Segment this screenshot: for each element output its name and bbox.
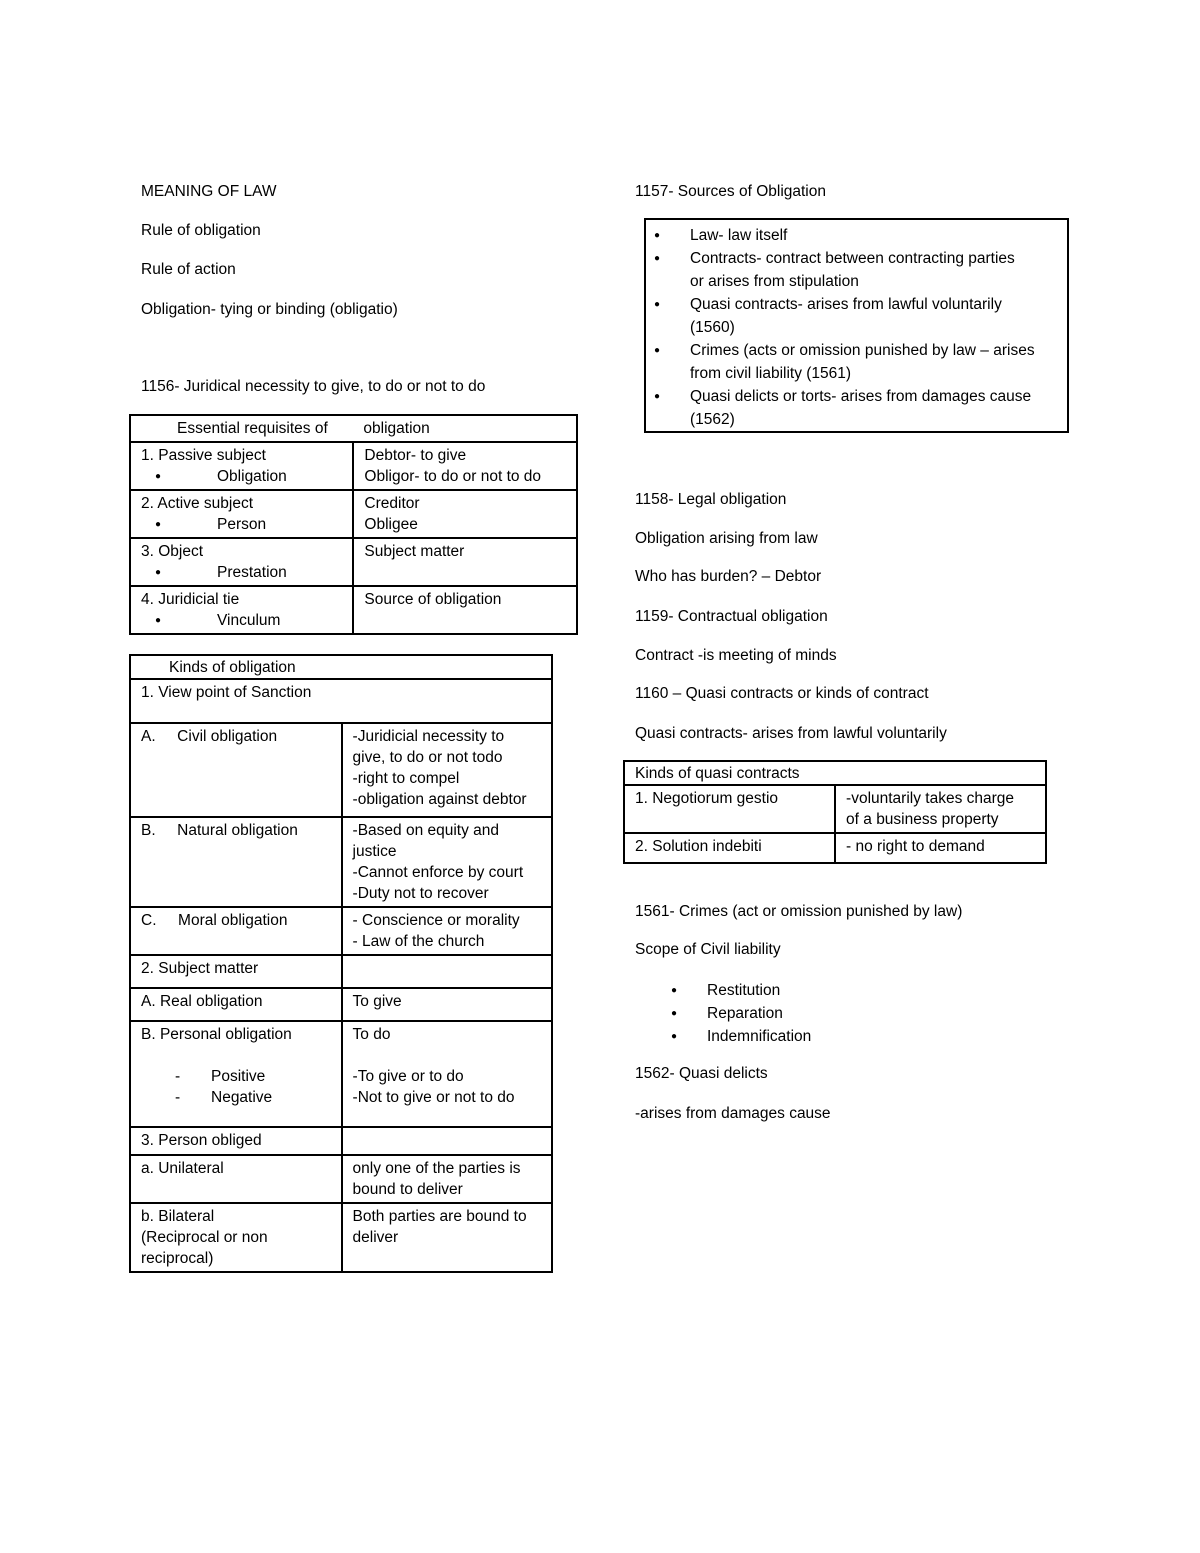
requisite-desc: [353, 538, 577, 586]
requisite-bullet: Vinculum: [217, 612, 281, 629]
kinds-title: Kinds of obligation: [130, 655, 552, 679]
table-row: [130, 1203, 552, 1272]
desc-line: of a business property: [846, 811, 999, 828]
kinds-section-subject: 2. Subject matter: [130, 955, 342, 988]
real-desc: To give: [342, 988, 552, 1021]
empty-cell: [342, 955, 552, 988]
desc-line: -voluntarily takes charge: [846, 790, 1015, 807]
quasi-table: [623, 760, 1047, 864]
text-1159a: Contract -is meeting of minds: [635, 647, 837, 664]
list-item-line: or arises from stipulation: [690, 273, 859, 290]
list-item: [646, 247, 1057, 293]
civil-label: A. Civil obligation: [130, 723, 342, 817]
text-1158b: Who has burden? – Debtor: [635, 568, 822, 585]
text-1160a: Quasi contracts- arises from lawful voluntarily: [635, 725, 947, 742]
text-1156: 1156- Juridical necessity to give, to do or not to do: [141, 378, 486, 395]
desc-line: -Cannot enforce by court: [352, 864, 524, 881]
requisite-desc-line: Creditor: [364, 495, 420, 512]
table-row: [624, 833, 1046, 863]
desc-line: - Conscience or morality: [352, 912, 520, 929]
table-row: [130, 1155, 552, 1203]
list-item: ● Indemnification: [635, 1025, 811, 1048]
quasi-row2-desc: - no right to demand: [835, 833, 1046, 863]
desc-line: -right to compel: [352, 770, 460, 787]
desc-line: (Reciprocal or non: [141, 1229, 268, 1246]
requisite-desc-line: Debtor- to give: [364, 447, 467, 464]
requisites-head-right: obligation: [353, 415, 577, 442]
table-row: [130, 723, 552, 817]
unilateral-desc: [342, 1155, 552, 1203]
sources-list: [646, 224, 1057, 431]
real-label: A. Real obligation: [130, 988, 342, 1021]
empty-cell: [342, 1127, 552, 1155]
table-row: [130, 817, 552, 907]
list-item-line: ● Crimes (acts or omission punished by law – arises: [690, 342, 1035, 359]
text-scope: Scope of Civil liability: [635, 941, 781, 958]
desc-line: justice: [352, 843, 397, 860]
requisite-bullet: Person: [217, 516, 267, 533]
quasi-row2-label: 2. Solution indebiti: [624, 833, 835, 863]
requisite-label: 3. Object: [141, 543, 204, 560]
negative-label: Negative: [211, 1089, 273, 1106]
table-row: [130, 1127, 552, 1155]
list-item: ● Restitution: [635, 979, 811, 1002]
quasi-title: Kinds of quasi contracts: [624, 761, 1046, 785]
desc-line: only one of the parties is: [352, 1160, 521, 1177]
table-row: [624, 761, 1046, 785]
desc-line: -To give or to do: [352, 1068, 464, 1085]
requisite-desc: [353, 442, 577, 490]
table-row: [130, 679, 552, 723]
heading-1157: 1157- Sources of Obligation: [635, 183, 826, 200]
desc-line: - Law of the church: [352, 933, 485, 950]
requisites-table: [129, 414, 578, 635]
table-row: [130, 655, 552, 679]
requisite-desc: [353, 586, 577, 634]
text-1562: 1562- Quasi delicts: [635, 1065, 768, 1082]
requisite-desc-line: Obligor- to do or not to do: [364, 468, 542, 485]
table-row: [130, 955, 552, 988]
list-item-line: ● Quasi contracts- arises from lawful voluntarily: [690, 296, 1002, 313]
requisites-head-left: Essential requisites of: [130, 415, 353, 442]
kinds-section-sanction: 1. View point of Sanction: [130, 679, 552, 723]
requisite-cell: [130, 490, 353, 538]
natural-label: B. Natural obligation: [130, 817, 342, 907]
natural-desc: [342, 817, 552, 907]
table-row: [130, 1021, 552, 1127]
requisite-bullet: Prestation: [217, 564, 287, 581]
list-item: [646, 385, 1057, 431]
desc-line: reciprocal): [141, 1250, 214, 1267]
text-obligation-definition: Obligation- tying or binding (obligatio): [141, 301, 398, 318]
requisite-label: 2. Active subject: [141, 495, 254, 512]
text-1160: 1160 – Quasi contracts or kinds of contract: [635, 685, 929, 702]
requisite-cell: [130, 442, 353, 490]
personal-desc: [342, 1021, 552, 1127]
text-1158: 1158- Legal obligation: [635, 491, 787, 508]
moral-label: C. Moral obligation: [130, 907, 342, 955]
desc-line: -obligation against debtor: [352, 791, 527, 808]
desc-line: bound to deliver: [352, 1181, 463, 1198]
requisite-cell: [130, 586, 353, 634]
table-row: [130, 586, 577, 634]
list-item-line: (1560): [690, 319, 735, 336]
list-item: ● Reparation: [635, 1002, 811, 1025]
requisite-desc-line: Source of obligation: [364, 591, 502, 608]
moral-desc: [342, 907, 552, 955]
bilateral-label: [130, 1203, 342, 1272]
list-item: [646, 224, 1057, 247]
quasi-row1-label: 1. Negotiorum gestio: [624, 785, 835, 833]
desc-line: -Based on equity and: [352, 822, 500, 839]
table-row: [130, 907, 552, 955]
desc-line: Both parties are bound to: [352, 1208, 527, 1225]
text-1159: 1159- Contractual obligation: [635, 608, 828, 625]
table-row: [130, 490, 577, 538]
desc-line: deliver: [352, 1229, 399, 1246]
table-row: [130, 415, 577, 442]
requisite-label: 4. Juridicial tie: [141, 591, 240, 608]
personal-cell: B. Personal obligation - Positive - Negative: [130, 1021, 342, 1127]
desc-line: b. Bilateral: [141, 1208, 215, 1225]
list-item-line: from civil liability (1561): [690, 365, 852, 382]
quasi-row1-desc: [835, 785, 1046, 833]
scope-list: [635, 979, 811, 1048]
requisite-bullet: Obligation: [217, 468, 287, 485]
desc-line: -Juridicial necessity to: [352, 728, 505, 745]
list-item-line: ● Quasi delicts or torts- arises from damages cause: [690, 388, 1032, 405]
list-item: [646, 293, 1057, 339]
civil-desc: [342, 723, 552, 817]
requisite-desc-line: Subject matter: [364, 543, 465, 560]
positive-label: Positive: [211, 1068, 266, 1085]
requisite-desc-line: Obligee: [364, 516, 418, 533]
text-1562a: -arises from damages cause: [635, 1105, 831, 1122]
desc-line: give, to do or not todo: [352, 749, 503, 766]
desc-line: -Not to give or not to do: [352, 1089, 515, 1106]
list-item: [646, 339, 1057, 385]
table-row: [130, 988, 552, 1021]
sources-box: [644, 218, 1069, 433]
desc-line: -Duty not to recover: [352, 885, 489, 902]
desc-line: To do: [352, 1026, 391, 1043]
text-1158a: Obligation arising from law: [635, 530, 818, 547]
bilateral-desc: [342, 1203, 552, 1272]
list-item-line: ● Contracts- contract between contracting parties: [690, 250, 1015, 267]
list-item-line: ● Law- law itself: [690, 227, 788, 244]
requisite-label: 1. Passive subject: [141, 447, 266, 464]
text-rule-of-obligation: Rule of obligation: [141, 222, 261, 239]
table-row: [130, 538, 577, 586]
kinds-section-person: 3. Person obliged: [130, 1127, 342, 1155]
text-1561: 1561- Crimes (act or omission punished by law): [635, 903, 963, 920]
personal-label: B. Personal obligation: [141, 1026, 292, 1043]
requisite-desc: [353, 490, 577, 538]
text-rule-of-action: Rule of action: [141, 261, 236, 278]
table-row: [624, 785, 1046, 833]
table-row: [130, 442, 577, 490]
requisite-cell: [130, 538, 353, 586]
list-item-line: (1562): [690, 411, 735, 428]
unilateral-label: a. Unilateral: [130, 1155, 342, 1203]
heading-meaning-of-law: MEANING OF LAW: [141, 183, 277, 200]
kinds-table: [129, 654, 553, 1273]
